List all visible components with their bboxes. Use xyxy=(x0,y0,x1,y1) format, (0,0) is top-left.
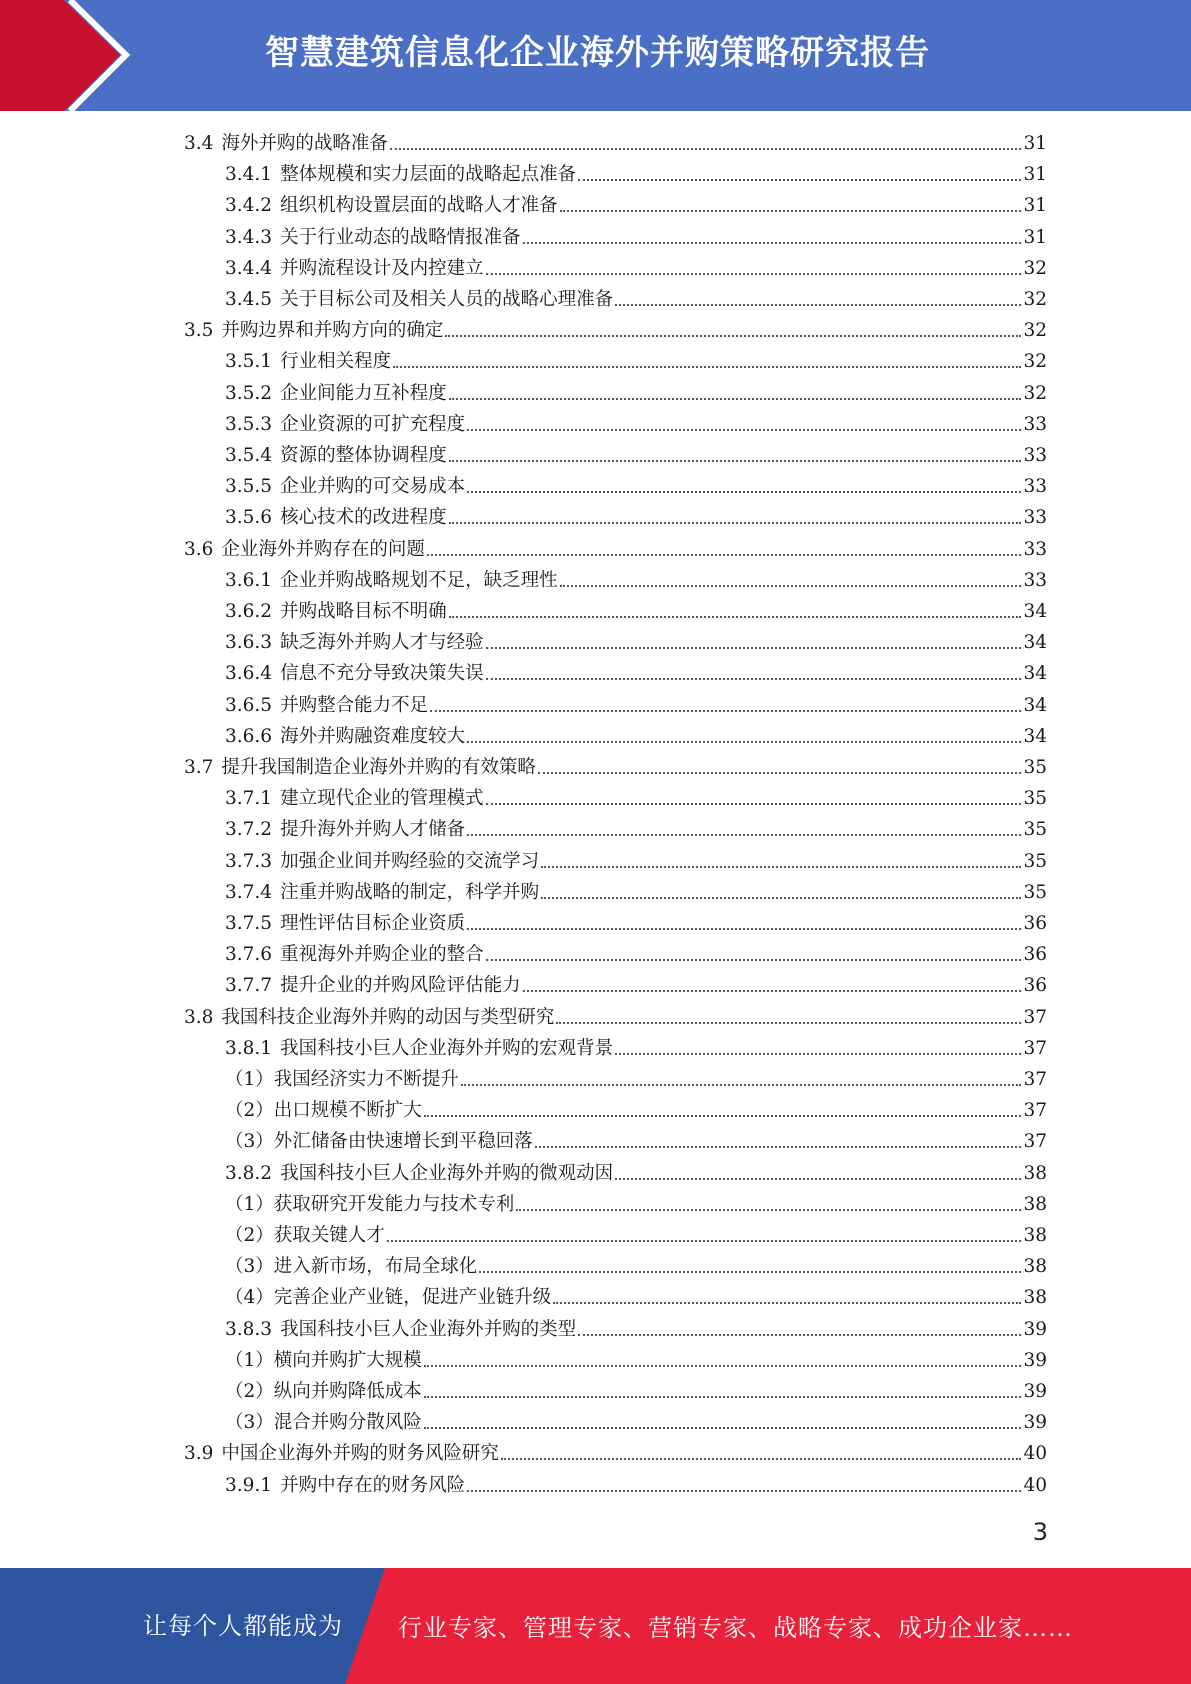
toc-entry-page: 39 xyxy=(1023,1318,1047,1340)
toc-dot-leader xyxy=(449,614,1022,618)
toc-entry[interactable] xyxy=(225,1033,1047,1064)
toc-entry-number: 3.7.3 xyxy=(225,850,273,872)
toc-entry-number: 3.7.1 xyxy=(225,788,273,810)
toc-entry-page: 33 xyxy=(1023,569,1047,591)
toc-entry[interactable] xyxy=(225,1470,1047,1501)
toc-entry[interactable] xyxy=(225,1126,1047,1157)
toc-entry-label: 关于行业动态的战略情报准备 xyxy=(280,226,521,248)
toc-dot-leader xyxy=(538,770,1022,774)
toc-entry-label: 重视海外并购企业的整合 xyxy=(280,944,484,966)
toc-entry-number: 3.5.6 xyxy=(225,507,273,529)
toc-entry-page: 33 xyxy=(1023,476,1047,498)
toc-entry-page: 35 xyxy=(1023,788,1047,810)
toc-entry-number: 3.9 xyxy=(184,1443,214,1465)
toc-dot-leader xyxy=(390,146,1022,150)
toc-entry-label: 我国科技小巨人企业海外并购的宏观背景 xyxy=(280,1037,614,1059)
toc-dot-leader xyxy=(461,1082,1022,1086)
toc-entry-number: 3.4.2 xyxy=(225,195,273,217)
toc-entry[interactable] xyxy=(225,378,1047,409)
toc-dot-leader xyxy=(427,552,1022,556)
toc-entry[interactable] xyxy=(225,1251,1047,1282)
toc-dot-leader xyxy=(467,489,1021,493)
toc-entry-number: 3.5.1 xyxy=(225,351,273,373)
toc-dot-leader xyxy=(445,333,1021,337)
toc-entry[interactable] xyxy=(225,908,1047,939)
toc-entry[interactable] xyxy=(184,128,1047,159)
toc-entry-number: （1） xyxy=(225,1193,274,1215)
toc-dot-leader xyxy=(535,1144,1022,1148)
toc-entry-number: （4） xyxy=(225,1287,274,1309)
toc-entry-label: 我国科技企业海外并购的动因与类型研究 xyxy=(221,1006,555,1028)
toc-entry[interactable] xyxy=(225,440,1047,471)
toc-entry-page: 37 xyxy=(1023,1037,1047,1059)
toc-dot-leader xyxy=(449,396,1022,400)
toc-entry-number: 3.4.3 xyxy=(225,226,273,248)
toc-entry-page: 40 xyxy=(1023,1474,1047,1496)
toc-entry-label: 海外并购融资难度较大 xyxy=(280,725,466,747)
toc-entry-number: 3.6 xyxy=(184,538,214,560)
toc-entry-page: 31 xyxy=(1023,133,1047,154)
toc-entry[interactable] xyxy=(184,534,1047,565)
toc-entry-number: 3.7.5 xyxy=(225,913,273,934)
toc-entry-number: （2） xyxy=(225,1100,274,1122)
toc-dot-leader xyxy=(424,1394,1022,1398)
toc-entry[interactable] xyxy=(225,502,1047,533)
toc-entry[interactable] xyxy=(225,222,1047,253)
toc-entry-number: （2） xyxy=(225,1381,274,1402)
toc-entry-number: 3.8.3 xyxy=(225,1318,273,1340)
toc-entry-page: 34 xyxy=(1023,663,1047,685)
toc-entry[interactable] xyxy=(225,1064,1047,1095)
toc-entry-label: 核心技术的改进程度 xyxy=(280,507,447,529)
toc-dot-leader xyxy=(479,1269,1021,1273)
toc-dot-leader xyxy=(486,957,1022,961)
toc-entry-page: 33 xyxy=(1023,507,1047,529)
toc-entry-number: 3.4.5 xyxy=(225,289,273,310)
toc-entry-number: 3.7.2 xyxy=(225,819,273,841)
toc-dot-leader xyxy=(393,364,1021,368)
toc-dot-leader xyxy=(560,208,1022,212)
toc-entry[interactable] xyxy=(225,721,1047,752)
toc-entry-number: 3.6.6 xyxy=(225,725,273,747)
toc-entry-number: （3） xyxy=(225,1131,274,1153)
toc-dot-leader xyxy=(560,583,1022,587)
toc-entry[interactable] xyxy=(225,814,1047,845)
toc-entry-number: （1） xyxy=(225,1349,274,1371)
toc-entry-label: 进入新市场，布局全球化 xyxy=(273,1256,478,1278)
toc-entry[interactable] xyxy=(225,783,1047,814)
toc-entry-label: 中国企业海外并购的财务风险研究 xyxy=(221,1443,499,1465)
toc-entry-page: 37 xyxy=(1023,1100,1047,1122)
toc-dot-leader xyxy=(556,1020,1021,1024)
toc-entry-label: 并购流程设计及内控建立 xyxy=(280,257,484,279)
toc-entry-page: 32 xyxy=(1023,289,1047,310)
toc-entry-page: 39 xyxy=(1023,1349,1047,1371)
toc-entry-label: 完善企业产业链，促进产业链升级 xyxy=(273,1287,552,1309)
toc-entry-number: 3.7 xyxy=(184,757,214,778)
toc-dot-leader xyxy=(615,302,1021,306)
toc-entry-number: 3.9.1 xyxy=(225,1474,273,1496)
toc-entry-number: 3.4.1 xyxy=(225,164,273,186)
toc-entry-page: 31 xyxy=(1023,164,1047,186)
toc-entry-label: 提升我国制造企业海外并购的有效策略 xyxy=(221,757,536,778)
toc-entry-label: 纵向并购降低成本 xyxy=(273,1381,422,1402)
toc-dot-leader xyxy=(523,988,1022,992)
toc-entry-label: 企业资源的可扩充程度 xyxy=(280,413,466,435)
toc-entry-page: 36 xyxy=(1023,944,1047,966)
toc-entry-number: （3） xyxy=(225,1412,274,1434)
toc-entry-number: （2） xyxy=(225,1225,274,1246)
toc-dot-leader xyxy=(449,458,1022,462)
toc-dot-leader xyxy=(486,801,1022,805)
toc-dot-leader xyxy=(387,1238,1022,1242)
toc-entry[interactable] xyxy=(225,690,1047,721)
toc-entry-page: 31 xyxy=(1023,226,1047,248)
toc-entry-number: 3.6.1 xyxy=(225,569,273,591)
toc-entry-label: 企业并购战略规划不足，缺乏理性 xyxy=(280,569,558,591)
toc-entry-number: 3.7.4 xyxy=(225,881,273,903)
toc-entry-label: 企业并购的可交易成本 xyxy=(280,476,466,498)
toc-entry-label: 整体规模和实力层面的战略起点准备 xyxy=(280,164,577,186)
toc-dot-leader xyxy=(501,1456,1022,1460)
toc-entry-label: 企业间能力互补程度 xyxy=(280,382,447,404)
toc-entry-page: 37 xyxy=(1023,1069,1047,1090)
toc-dot-leader xyxy=(430,708,1021,712)
report-title: 智慧建筑信息化企业海外并购策略研究报告 xyxy=(265,33,930,73)
toc-entry-page: 39 xyxy=(1023,1381,1047,1402)
toc-entry-label: 资源的整体协调程度 xyxy=(280,445,447,466)
toc-entry[interactable] xyxy=(225,658,1047,689)
toc-entry-label: 理性评估目标企业资质 xyxy=(280,913,466,934)
toc-entry[interactable] xyxy=(184,1438,1047,1469)
toc-entry-number: （3） xyxy=(225,1256,274,1278)
header-arrow-icon xyxy=(0,0,160,111)
toc-dot-leader xyxy=(516,1207,1021,1211)
toc-entry-page: 32 xyxy=(1023,257,1047,279)
toc-dot-leader xyxy=(615,1176,1021,1180)
toc-entry-number: 3.6.4 xyxy=(225,663,273,685)
toc-entry-page: 34 xyxy=(1023,725,1047,747)
toc-dot-leader xyxy=(467,739,1021,743)
toc-entry-page: 36 xyxy=(1023,913,1047,934)
toc-entry[interactable] xyxy=(225,627,1047,658)
toc-entry-page: 35 xyxy=(1023,850,1047,872)
toc-entry-number: 3.5.4 xyxy=(225,445,273,466)
toc-dot-leader xyxy=(523,240,1022,244)
toc-entry[interactable] xyxy=(225,253,1047,284)
toc-entry-label: 外汇储备由快速增长到平稳回落 xyxy=(273,1131,533,1153)
toc-entry-label: 并购边界和并购方向的确定 xyxy=(221,320,444,342)
toc-dot-leader xyxy=(424,1425,1022,1429)
toc-dot-leader xyxy=(424,1113,1022,1117)
toc-entry-page: 32 xyxy=(1023,351,1047,373)
toc-entry-label: 我国科技小巨人企业海外并购的微观动因 xyxy=(280,1162,614,1184)
toc-entry-label: 加强企业间并购经验的交流学习 xyxy=(280,850,540,872)
toc-entry-number: 3.5 xyxy=(184,320,214,342)
toc-dot-leader xyxy=(424,1363,1022,1367)
toc-entry-page: 38 xyxy=(1023,1162,1047,1184)
toc-entry-page: 38 xyxy=(1023,1225,1047,1246)
toc-entry-number: 3.5.5 xyxy=(225,476,273,498)
toc-entry-label: 信息不充分导致决策失误 xyxy=(280,663,484,685)
toc-entry-label: 并购中存在的财务风险 xyxy=(280,1474,466,1496)
toc-entry-label: 并购战略目标不明确 xyxy=(280,601,447,622)
toc-entry-label: 横向并购扩大规模 xyxy=(273,1349,422,1371)
toc-entry-page: 32 xyxy=(1023,382,1047,404)
toc-entry-page: 37 xyxy=(1023,1131,1047,1153)
toc-entry-page: 40 xyxy=(1023,1443,1047,1465)
toc-entry[interactable] xyxy=(225,471,1047,502)
toc-entry[interactable] xyxy=(225,409,1047,440)
toc-entry[interactable] xyxy=(225,1095,1047,1126)
toc-dot-leader xyxy=(467,926,1021,930)
toc-entry-number: 3.7.6 xyxy=(225,944,273,966)
toc-entry-number: 3.7.7 xyxy=(225,975,273,997)
toc-entry-page: 32 xyxy=(1023,320,1047,342)
toc-entry-page: 36 xyxy=(1023,975,1047,997)
toc-entry-number: 3.6.5 xyxy=(225,694,273,716)
header-banner xyxy=(0,0,1191,111)
toc-entry[interactable] xyxy=(225,284,1047,315)
footer-banner xyxy=(0,1568,1191,1684)
toc-dot-leader xyxy=(541,864,1021,868)
toc-entry[interactable] xyxy=(225,1314,1047,1345)
toc-entry-page: 39 xyxy=(1023,1412,1047,1434)
toc-entry-page: 34 xyxy=(1023,601,1047,622)
toc-entry-number: 3.4.4 xyxy=(225,257,273,279)
toc-entry-label: 行业相关程度 xyxy=(280,351,392,373)
toc-entry-page: 31 xyxy=(1023,195,1047,217)
toc-entry-label: 并购整合能力不足 xyxy=(280,694,429,716)
toc-entry[interactable] xyxy=(225,970,1047,1001)
toc-entry-label: 出口规模不断扩大 xyxy=(273,1100,422,1122)
toc-dot-leader xyxy=(486,645,1022,649)
toc-entry-label: 提升企业的并购风险评估能力 xyxy=(280,975,521,997)
toc-entry-label: 注重并购战略的制定，科学并购 xyxy=(280,881,540,903)
toc-entry[interactable] xyxy=(225,1376,1047,1407)
toc-entry-page: 35 xyxy=(1023,757,1047,778)
toc-entry-label: 缺乏海外并购人才与经验 xyxy=(280,632,484,654)
toc-dot-leader xyxy=(486,271,1022,275)
toc-dot-leader xyxy=(467,1488,1021,1492)
toc-dot-leader xyxy=(486,676,1022,680)
toc-entry-number: （1） xyxy=(225,1069,274,1090)
toc-entry-page: 35 xyxy=(1023,881,1047,903)
toc-entry[interactable] xyxy=(225,877,1047,908)
toc-entry-number: 3.8.2 xyxy=(225,1162,273,1184)
toc-entry-page: 34 xyxy=(1023,632,1047,654)
toc-entry[interactable] xyxy=(225,846,1047,877)
toc-entry[interactable] xyxy=(184,1002,1047,1033)
toc-entry-label: 获取研究开发能力与技术专利 xyxy=(273,1193,515,1215)
toc-entry-label: 海外并购的战略准备 xyxy=(221,133,388,154)
toc-dot-leader xyxy=(449,520,1022,524)
toc-entry-number: 3.5.3 xyxy=(225,413,273,435)
toc-entry[interactable] xyxy=(225,565,1047,596)
toc-entry-number: 3.4 xyxy=(184,133,214,154)
toc-entry-label: 混合并购分散风险 xyxy=(273,1412,422,1434)
toc-entry[interactable] xyxy=(225,190,1047,221)
toc-entry-page: 38 xyxy=(1023,1256,1047,1278)
toc-entry-page: 33 xyxy=(1023,538,1047,560)
toc-entry-page: 34 xyxy=(1023,694,1047,716)
toc-entry-page: 35 xyxy=(1023,819,1047,841)
toc-entry-number: 3.8 xyxy=(184,1006,214,1028)
toc-entry-label: 提升海外并购人才储备 xyxy=(280,819,466,841)
toc-dot-leader xyxy=(541,895,1021,899)
toc-entry-page: 38 xyxy=(1023,1287,1047,1309)
toc-dot-leader xyxy=(553,1300,1021,1304)
toc-entry-number: 3.6.3 xyxy=(225,632,273,654)
toc-entry-label: 组织机构设置层面的战略人才准备 xyxy=(280,195,558,217)
toc-entry[interactable] xyxy=(225,1189,1047,1220)
toc-entry[interactable] xyxy=(225,1282,1047,1313)
toc-entry[interactable] xyxy=(184,315,1047,346)
toc-entry-label: 我国科技小巨人企业海外并购的类型 xyxy=(280,1318,577,1340)
toc-entry[interactable] xyxy=(225,939,1047,970)
toc-entry-page: 33 xyxy=(1023,413,1047,435)
toc-dot-leader xyxy=(467,427,1021,431)
page-number: 3 xyxy=(1032,1518,1048,1546)
footer-slogan-right: 行业专家、管理专家、营销专家、战略专家、成功企业家…… xyxy=(398,1614,1073,1642)
toc-entry[interactable] xyxy=(225,1158,1047,1189)
toc-dot-leader xyxy=(578,177,1021,181)
toc-entry-page: 33 xyxy=(1023,445,1047,466)
toc-entry[interactable] xyxy=(184,752,1047,783)
toc-entry-number: 3.6.2 xyxy=(225,601,273,622)
toc-entry-page: 38 xyxy=(1023,1193,1047,1215)
toc-entry[interactable] xyxy=(225,159,1047,190)
toc-dot-leader xyxy=(467,832,1021,836)
toc-entry-page: 37 xyxy=(1023,1006,1047,1028)
toc-entry[interactable] xyxy=(225,596,1047,627)
toc-entry-label: 建立现代企业的管理模式 xyxy=(280,788,484,810)
toc-entry[interactable] xyxy=(225,1220,1047,1251)
footer-slogan-left: 让每个人都能成为 xyxy=(143,1612,343,1640)
toc-entry[interactable] xyxy=(225,346,1047,377)
toc-entry-label: 企业海外并购存在的问题 xyxy=(221,538,425,560)
toc-dot-leader xyxy=(578,1332,1021,1336)
toc-entry-label: 获取关键人才 xyxy=(273,1225,385,1246)
toc-entry[interactable] xyxy=(225,1407,1047,1438)
toc-entry-number: 3.8.1 xyxy=(225,1037,273,1059)
toc-entry-number: 3.5.2 xyxy=(225,382,273,404)
toc-entry-label: 关于目标公司及相关人员的战略心理准备 xyxy=(280,289,614,310)
toc-entry[interactable] xyxy=(225,1345,1047,1376)
toc-dot-leader xyxy=(615,1051,1021,1055)
toc-entry-label: 我国经济实力不断提升 xyxy=(273,1069,459,1090)
